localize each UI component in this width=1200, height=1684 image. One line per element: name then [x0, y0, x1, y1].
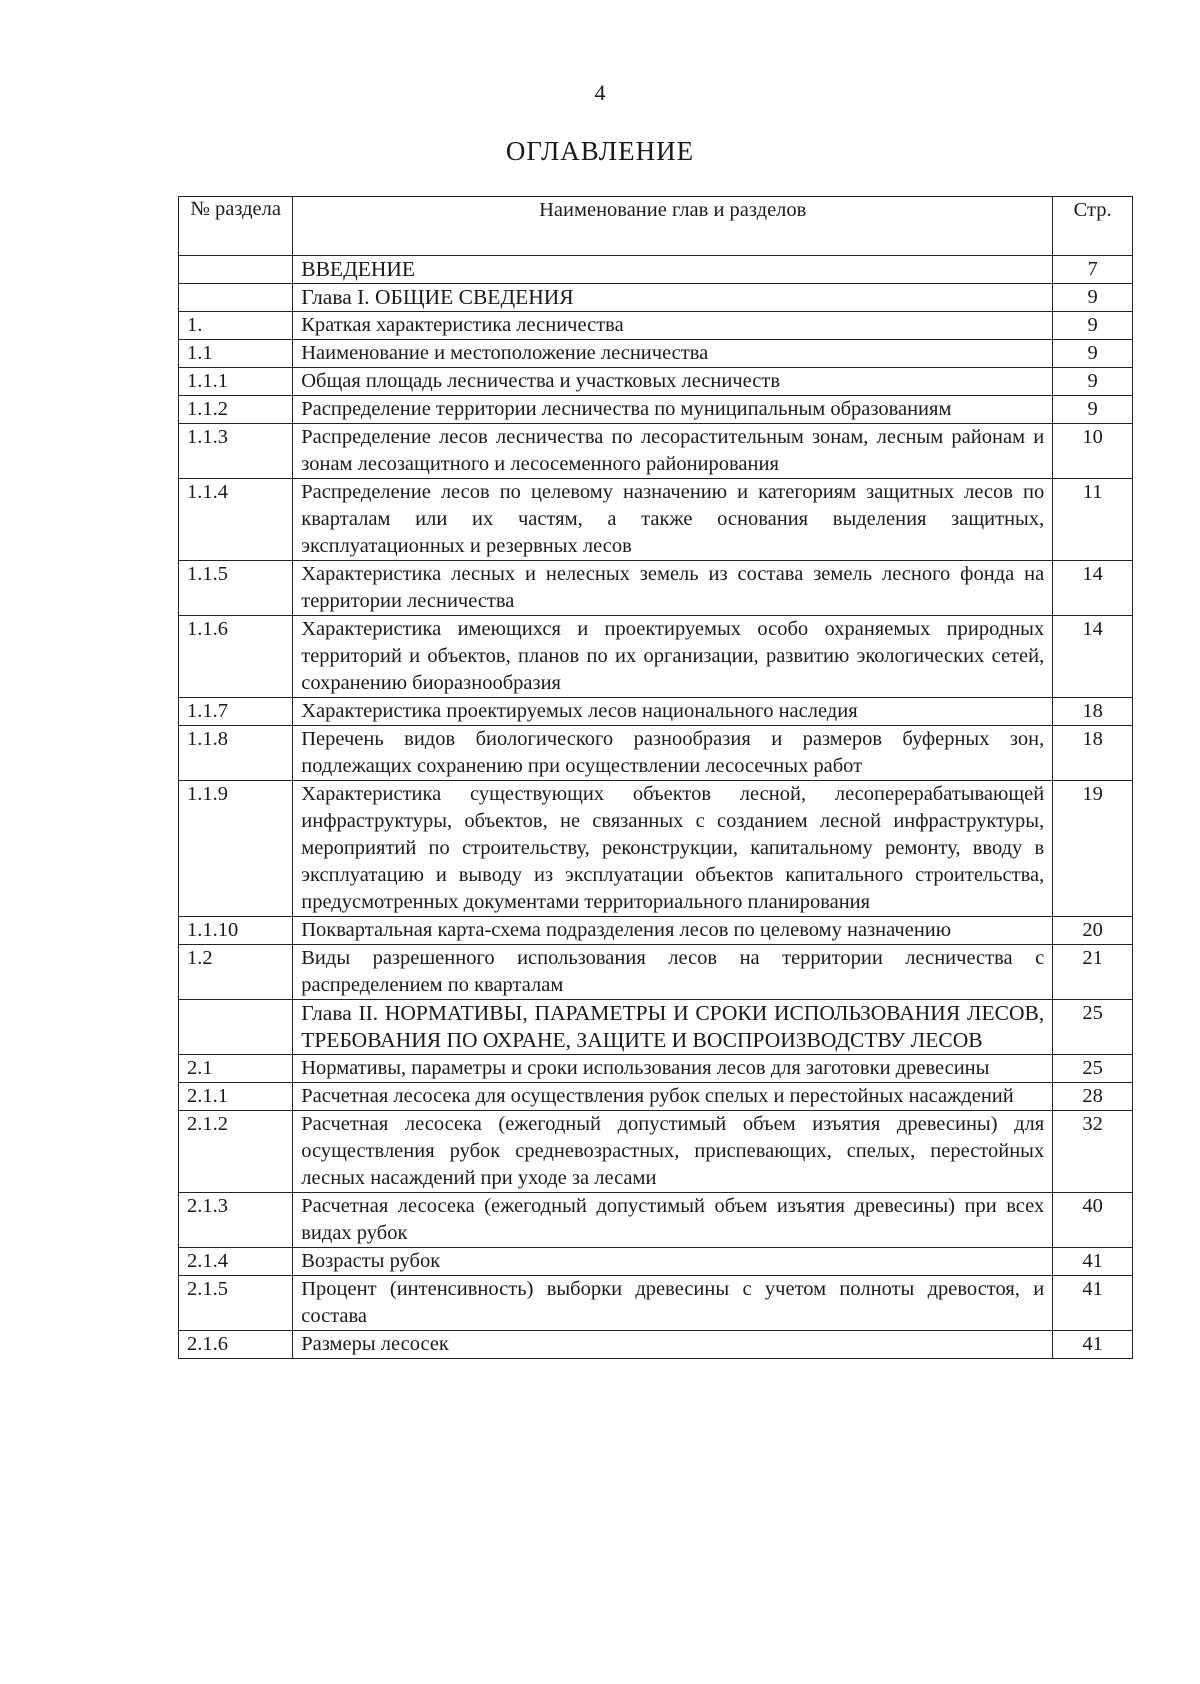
toc-page-number: 14	[1053, 561, 1133, 616]
toc-section-number: 1.2	[179, 945, 293, 1000]
toc-section-title: Расчетная лесосека (ежегодный допустимый объем изъятия древесины) для осуществления рубок средневозрастных, приспевающих, спелых, перестойных лесных насаждений при уходе за лесами	[293, 1111, 1053, 1193]
toc-row	[179, 781, 1133, 917]
toc-page-number: 9	[1053, 396, 1133, 424]
toc-row	[179, 1111, 1133, 1193]
toc-section-title: Глава I. ОБЩИЕ СВЕДЕНИЯ	[293, 284, 1053, 312]
toc-page-number: 9	[1053, 312, 1133, 340]
toc-table	[178, 196, 1133, 1359]
toc-section-number: 1.1.5	[179, 561, 293, 616]
toc-section-number: 1.1.7	[179, 698, 293, 726]
header-section-name: Наименование глав и разделов	[293, 197, 1053, 256]
toc-section-number: 1.1.10	[179, 917, 293, 945]
toc-page-number: 11	[1053, 479, 1133, 561]
toc-row	[179, 1331, 1133, 1359]
page-number: 4	[594, 80, 606, 105]
toc-row	[179, 1083, 1133, 1111]
header-section-number: № раздела	[179, 197, 293, 256]
toc-row	[179, 396, 1133, 424]
toc-row	[179, 1248, 1133, 1276]
toc-section-title: Наименование и местоположение лесничества	[293, 340, 1053, 368]
toc-row	[179, 1055, 1133, 1083]
toc-section-number: 2.1.2	[179, 1111, 293, 1193]
toc-section-title: Краткая характеристика лесничества	[293, 312, 1053, 340]
toc-row	[179, 1193, 1133, 1248]
toc-section-title: Перечень видов биологического разнообразия и размеров буферных зон, подлежащих сохранению при осуществлении лесосечных работ	[293, 726, 1053, 781]
toc-section-number: 2.1.1	[179, 1083, 293, 1111]
toc-chapter-row	[179, 284, 1133, 312]
toc-row	[179, 368, 1133, 396]
toc-page-number: 9	[1053, 284, 1133, 312]
toc-section-title: Характеристика существующих объектов лесной, лесоперерабатывающей инфраструктуры, объектов, не связанных с созданием лесной инфраструктуры, мероприятий по строительству, реконструкции, капитальному ремонту, вводу в эксплуатацию и выводу из эксплуатации объектов капитального строительства, предусмотренных документами территориального планирования	[293, 781, 1053, 917]
toc-section-number: 2.1.3	[179, 1193, 293, 1248]
toc-page-number: 28	[1053, 1083, 1133, 1111]
toc-chapter-row	[179, 256, 1133, 284]
toc-section-title: Нормативы, параметры и сроки использования лесов для заготовки древесины	[293, 1055, 1053, 1083]
toc-section-number: 2.1	[179, 1055, 293, 1083]
toc-section-title: Глава II. НОРМАТИВЫ, ПАРАМЕТРЫ И СРОКИ ИСПОЛЬЗОВАНИЯ ЛЕСОВ, ТРЕБОВАНИЯ ПО ОХРАНЕ, ЗАЩИТЕ И ВОСПРОИЗВОДСТВУ ЛЕСОВ	[293, 1000, 1053, 1055]
toc-row	[179, 726, 1133, 781]
toc-page-number: 41	[1053, 1248, 1133, 1276]
toc-page-number: 25	[1053, 1055, 1133, 1083]
page-title: ОГЛАВЛЕНИЕ	[505, 136, 695, 166]
toc-section-title: Распределение лесов лесничества по лесорастительным зонам, лесным районам и зонам лесозащитного и лесосеменного районирования	[293, 424, 1053, 479]
toc-row	[179, 424, 1133, 479]
toc-section-number: 1.1.1	[179, 368, 293, 396]
toc-page-number: 40	[1053, 1193, 1133, 1248]
toc-section-number: 2.1.4	[179, 1248, 293, 1276]
toc-section-number: 1.1.2	[179, 396, 293, 424]
toc-section-number	[179, 1000, 293, 1055]
toc-section-title: Процент (интенсивность) выборки древесины с учетом полноты древостоя, и состава	[293, 1276, 1053, 1331]
toc-page-number: 41	[1053, 1276, 1133, 1331]
toc-section-title: Расчетная лесосека (ежегодный допустимый объем изъятия древесины) при всех видах рубок	[293, 1193, 1053, 1248]
toc-row	[179, 945, 1133, 1000]
toc-section-title: Распределение лесов по целевому назначению и категориям защитных лесов по кварталам или их частям, а также основания выделения защитных, эксплуатационных и резервных лесов	[293, 479, 1053, 561]
toc-page-number: 18	[1053, 726, 1133, 781]
toc-page-number: 20	[1053, 917, 1133, 945]
toc-section-title: Общая площадь лесничества и участковых лесничеств	[293, 368, 1053, 396]
toc-section-number: 1.1.8	[179, 726, 293, 781]
toc-row	[179, 1276, 1133, 1331]
toc-page-number: 19	[1053, 781, 1133, 917]
toc-page-number: 21	[1053, 945, 1133, 1000]
toc-page-number: 9	[1053, 340, 1133, 368]
toc-page-number: 10	[1053, 424, 1133, 479]
toc-section-title: Поквартальная карта-схема подразделения лесов по целевому назначению	[293, 917, 1053, 945]
toc-section-number: 2.1.5	[179, 1276, 293, 1331]
toc-page-number: 9	[1053, 368, 1133, 396]
toc-section-title: Характеристика имеющихся и проектируемых особо охраняемых природных территорий и объектов, планов по их организации, развитию экологических сетей, сохранению биоразнообразия	[293, 616, 1053, 698]
toc-section-number: 1.1	[179, 340, 293, 368]
toc-section-number: 1.1.3	[179, 424, 293, 479]
toc-row	[179, 616, 1133, 698]
toc-section-title: ВВЕДЕНИЕ	[293, 256, 1053, 284]
toc-page-number: 41	[1053, 1331, 1133, 1359]
toc-section-title: Виды разрешенного использования лесов на территории лесничества с распределением по кварталам	[293, 945, 1053, 1000]
toc-row	[179, 698, 1133, 726]
toc-page-number: 32	[1053, 1111, 1133, 1193]
toc-section-number	[179, 256, 293, 284]
toc-header-row	[179, 197, 1133, 256]
toc-section-title: Характеристика лесных и нелесных земель из состава земель лесного фонда на территории лесничества	[293, 561, 1053, 616]
toc-row	[179, 561, 1133, 616]
toc-section-title: Возрасты рубок	[293, 1248, 1053, 1276]
toc-section-number: 1.1.4	[179, 479, 293, 561]
toc-section-title: Размеры лесосек	[293, 1331, 1053, 1359]
toc-chapter-row	[179, 1000, 1133, 1055]
toc-row	[179, 479, 1133, 561]
toc-page-number: 14	[1053, 616, 1133, 698]
toc-section-title: Характеристика проектируемых лесов национального наследия	[293, 698, 1053, 726]
header-page: Стр.	[1053, 197, 1133, 256]
toc-section-title: Распределение территории лесничества по муниципальным образованиям	[293, 396, 1053, 424]
toc-row	[179, 340, 1133, 368]
toc-page-number: 25	[1053, 1000, 1133, 1055]
toc-section-title: Расчетная лесосека для осуществления рубок спелых и перестойных насаждений	[293, 1083, 1053, 1111]
toc-section-number	[179, 284, 293, 312]
toc-section-number: 1.1.9	[179, 781, 293, 917]
toc-section-number: 1.1.6	[179, 616, 293, 698]
toc-page-number: 18	[1053, 698, 1133, 726]
toc-row	[179, 312, 1133, 340]
toc-page-number: 7	[1053, 256, 1133, 284]
toc-body	[179, 256, 1133, 1359]
toc-section-number: 2.1.6	[179, 1331, 293, 1359]
toc-section-number: 1.	[179, 312, 293, 340]
toc-row	[179, 917, 1133, 945]
